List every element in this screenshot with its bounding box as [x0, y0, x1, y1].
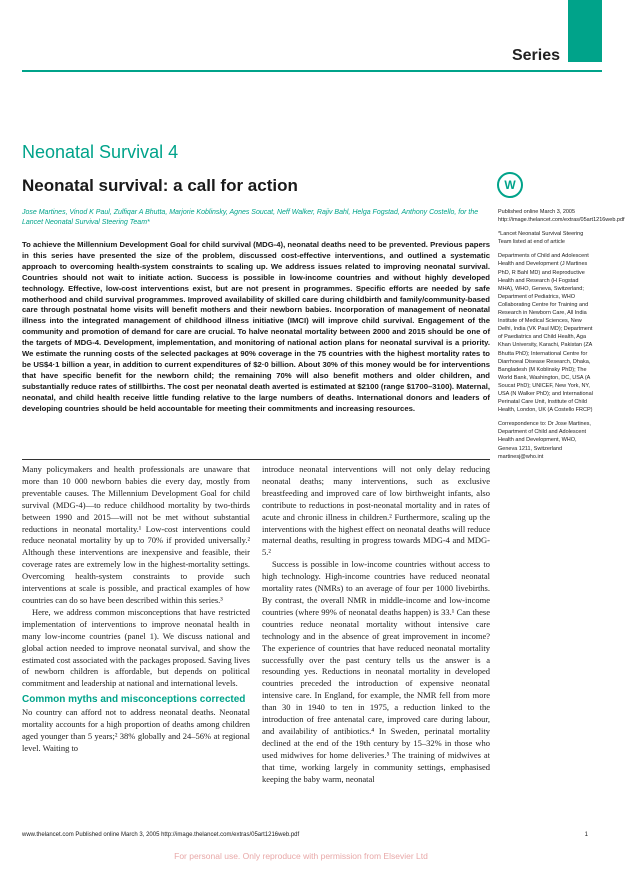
web-article-logo-icon: W	[497, 172, 523, 198]
page-number: 1	[584, 832, 588, 838]
paragraph: Success is possible in low-income countries without access to high technology. High-income countries have reduced neonatal mortality rates (NMRs) to an average of four per 1000 livebirths. By contrast, the overall NMR in middle-income and low-income countries (where 99% of neonatal deaths happen) is 33.¹ Can these countries reduce neonatal mortality without intensive care technology and in the absence of great improvement in income? The experience of countries that have reduced neonatal mortality successfully over the past century tells us the answer is a resounding yes. Reductions in neonatal mortality in developed countries preceded the introduction of expensive neonatal intensive care. In England, for example, the NMR fell from more than 30 in 1940 to ten in 1975, a reduction linked to the introduction of free antenatal care, improved care during labour, and availability of antibiotics.⁴ In Sweden, perinatal mortality declined at the end of the 19th century by 15–32% in those who used midwives for home deliveries.⁵ The training of midwives at that time, working largely in community settings, emphasised keeping the baby warm, neonatal	[262, 559, 490, 784]
paragraph: No country can afford not to address neonatal deaths. Neonatal mortality accounts for a high proportion of deaths among children aged younger than 5 years;² 38% globally and 24–56% at regional level. Waiting to	[22, 707, 250, 753]
correspondence: Correspondence to: Dr Jose Martines, Department of Child and Adolescent Health and Development, WHO, Geneva 1211, Switzerland martinesj@who.int	[498, 421, 591, 460]
article-title: Neonatal survival: a call for action	[22, 176, 298, 195]
body-column-left	[22, 464, 250, 755]
section-title: Neonatal Survival 4	[22, 142, 179, 162]
body-column-right	[262, 464, 490, 785]
steering-team-note: *Lancet Neonatal Survival Steering Team listed at end of article	[498, 231, 584, 246]
paragraph: introduce neonatal interventions will not only delay reducing neonatal deaths; many interventions, such as exclusive breastfeeding and improved care of low birthweight infants, also contribute to reductions in post-neonatal mortality and in rates of acute and chronic illness in children.² Furthermore, scaling up the interventions with the highest effect on neonatal deaths will reduce maternal deaths, resulting in progress towards MDG-4 and MDG-5.²	[262, 464, 490, 558]
affiliations: Departments of Child and Adolescent Health and Development (J Martines PhD, R Bahl MD) and Reproductive Health and Research (H Fogstad MHA), WHO, Geneva, Switzerland; Department of Pediatrics, WHO Collaborating Centre for Training and Research in Newborn Care, All India Institute of Medical Sciences, New Delhi, India (VK Paul MD); Department of Paediatrics and Child Health, Aga Khan University, Karachi, Pakistan (ZA Bhutta PhD); International Centre for Diarrhoeal Disease Research, Dhaka, Bangladesh (M Koblinsky PhD); The World Bank, Washington, DC, USA (A Soucat PhD); UNICEF, New York, NY, USA (N Walker PhD); and International Perinatal Care Unit, Institute of Child Health, London, UK (A Costello FRCP)	[498, 253, 593, 414]
watermark: For personal use. Only reproduce with permission from Elsevier Ltd	[174, 851, 428, 861]
paragraph: Here, we address common misconceptions that have restricted implementation of interventions to improve neonatal health in many low-income countries (panel 1). We discuss national and global action needed to improve neonatal survival, and show the estimated cost associated with the packages proposed. Saving lives of newborn children is affordable, but depends on political commitment and leadership at national and international levels.	[22, 606, 250, 689]
sidebar-notes	[498, 208, 625, 467]
abstract: To achieve the Millennium Development Goal for child survival (MDG-4), neonatal deaths need to be prevented. Previous papers in this series have presented the size of the problem, discussed cost-effective interventions, and outlined a systematic approach to overcoming health-system constraints to scaling up. We address issues related to improving neonatal survival. Countries should not wait to initiate action. Success is possible in low-income countries and without highly developed technology. Effective, low-cost interventions exist, but are not present in programmes. Specific efforts are needed by safe motherhood and child survival programmes. Improved availability of skilled care during childbirth and family/community-based care through postnatal home visits will benefit mothers and their newborn babies. Incorporation of management of neonatal illness into the integrated management of childhood illness initiative (IMCI) will improve child survival. Engagement of the community and promotion of demand for care are crucial. To halve neonatal mortality between 2000 and 2015 should be one of the targets of MDG-4. Development, implementation, and monitoring of national action plans for neonatal survival is a priority. We estimate the running costs of the selected packages at 90% coverage in the 75 countries with the highest mortality rates to be US$4·1 billion a year, in addition to current expenditures of $2·0 billion. About 30% of this money would be for interventions that have specific benefit for the newborn child; the remaining 70% will also benefit mothers and older children, and substantially reduce rates of stillbirths. The cost per neonatal death averted is estimated at $2100 (range $1700–3100). Maternal, neonatal, and child health receive little funding relative to the large numbers of deaths. International donors and leaders of developing countries should be held accountable for meeting their commitments and increasing resources.	[22, 240, 490, 413]
section-heading: Common myths and misconceptions corrected	[22, 694, 246, 706]
abstract-divider	[22, 459, 490, 460]
published-note: Published online March 3, 2005 http://image.thelancet.com/extras/05art1216web.pdf	[498, 209, 625, 224]
author-list: Jose Martines, Vinod K Paul, Zulfiqar A Bhutta, Marjorie Koblinsky, Agnes Soucat, Neff Walker, Rajiv Bahl, Helga Fogstad, Anthony Costello, for the Lancet Neonatal Survival Steering Team*	[22, 209, 479, 226]
series-label: Series	[511, 47, 560, 64]
series-color-bar	[568, 0, 602, 62]
paragraph: Many policymakers and health professionals are unaware that more than 10 000 newborn babies die every day, mostly from preventable causes. The Millennium Development Goal for child survival (MDG-4)—to reduce childhood mortality by two-thirds between 1990 and 2015—will not be met without substantial reductions in neonatal mortality.¹ Low-cost interventions could reduce neonatal mortality by up to 70% if provided universally.² Although these interventions are inexpensive and feasible, their coverage rates are extremely low in the highest-mortality settings. Overcoming health-system constraints to provide such interventions at scale is possible, and practical examples of how countries can do so have been described within this series.³	[22, 464, 250, 605]
page-footer	[22, 832, 588, 838]
header-rule	[22, 70, 602, 72]
footer-text: www.thelancet.com Published online March 3, 2005 http://image.thelancet.com/extras/05art1216web.pdf	[22, 832, 300, 838]
